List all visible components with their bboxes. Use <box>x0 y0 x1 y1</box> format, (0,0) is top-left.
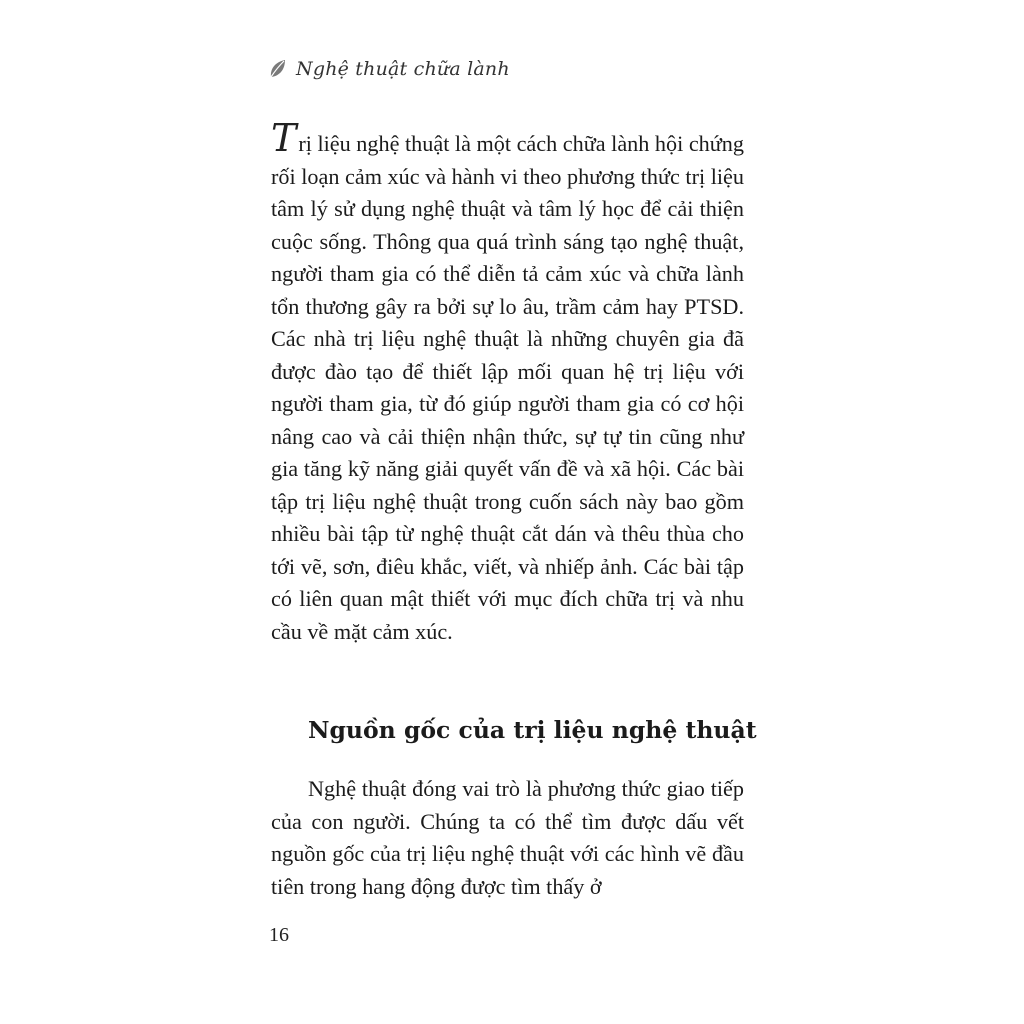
paragraph-1-text: rị liệu nghệ thuật là một cách chữa lành hội chứng rối loạn cảm xúc và hành vi theo phương thức trị liệu tâm lý sử dụng nghệ thuật và tâm lý học để cải thiện cuộc sống. Thông qua quá trình sáng tạo nghệ thuật, người tham gia có thể diễn tả cảm xúc và chữa lành tổn thương gây ra bởi sự lo âu, trầm cảm hay PTSD. Các nhà trị liệu nghệ thuật là những chuyên gia đã được đào tạo để thiết lập mối quan hệ trị liệu với người tham gia, từ đó giúp người tham gia có cơ hội nâng cao và cải thiện nhận thức, sự tự tin cũng như gia tăng kỹ năng giải quyết vấn đề và xã hội. Các bài tập trị liệu nghệ thuật trong cuốn sách này bao gồm nhiều bài tập từ nghệ thuật cắt dán và thêu thùa cho tới vẽ, sơn, điêu khắc, viết, và nhiếp ảnh. Các bài tập có liên quan mật thiết với mục đích chữa trị và nhu cầu về mặt cảm xúc. <box>271 131 744 644</box>
drop-cap: T <box>271 116 297 160</box>
section-heading: Nguồn gốc của trị liệu nghệ thuật <box>308 716 757 744</box>
leaf-icon <box>268 58 288 80</box>
page-number: 16 <box>269 924 289 946</box>
paragraph-2-text: Nghệ thuật đóng vai trò là phương thức giao tiếp của con người. Chúng ta có thể tìm được dấu vết nguồn gốc của trị liệu nghệ thuật với các hình vẽ đầu tiên trong hang động được tìm thấy ở <box>271 776 744 899</box>
running-header <box>268 58 510 80</box>
body-paragraph-1 <box>271 116 744 648</box>
body-paragraph-2 <box>271 773 744 903</box>
running-title: Nghệ thuật chữa lành <box>296 58 510 80</box>
